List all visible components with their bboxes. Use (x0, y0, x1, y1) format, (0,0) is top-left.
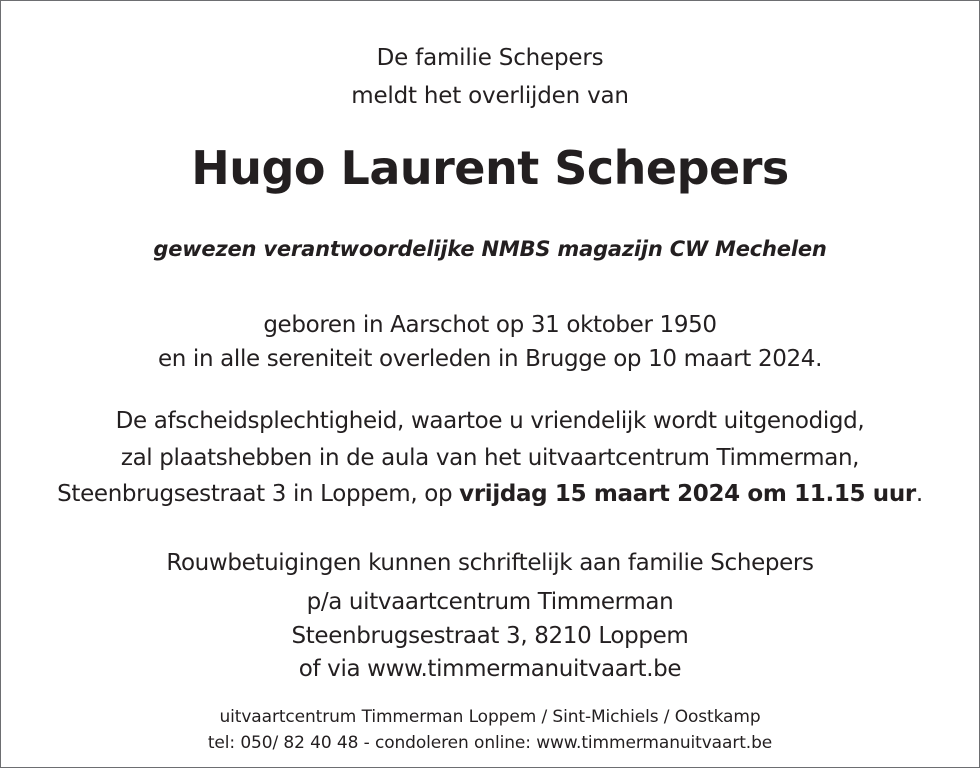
former-function: gewezen verantwoordelijke NMBS magazijn CW Mechelen (153, 237, 827, 261)
ceremony-location: Steenbrugsestraat 3 in Loppem, op (57, 481, 460, 507)
footer-locations: uitvaartcentrum Timmerman Loppem / Sint-Michiels / Oostkamp (219, 707, 761, 727)
intro-announce-line: meldt het overlijden van (351, 83, 629, 109)
condolences-line-1: Rouwbetuigingen kunnen schriftelijk aan familie Schepers (166, 550, 814, 576)
ceremony-datetime: vrijdag 15 maart 2024 om 11.15 uur (459, 481, 916, 507)
condolences-line-4: of via www.timmermanuitvaart.be (298, 656, 682, 682)
ceremony-line-3 (1, 481, 979, 507)
birth-line: geboren in Aarschot op 31 oktober 1950 (263, 312, 717, 338)
ceremony-line-2: zal plaatshebben in de aula van het uitvaartcentrum Timmerman, (120, 445, 860, 471)
condolences-line-3: Steenbrugsestraat 3, 8210 Loppem (291, 623, 689, 649)
deceased-name: Hugo Laurent Schepers (191, 141, 789, 195)
footer-contact: tel: 050/ 82 40 48 - condoleren online: www.timmermanuitvaart.be (207, 733, 773, 753)
death-line: en in alle sereniteit overleden in Brugge op 10 maart 2024. (157, 346, 823, 372)
condolences-line-2: p/a uitvaartcentrum Timmerman (306, 589, 674, 615)
intro-family-line: De familie Schepers (376, 45, 604, 71)
ceremony-period: . (915, 481, 923, 507)
ceremony-line-1: De afscheidsplechtigheid, waartoe u vriendelijk wordt uitgenodigd, (115, 408, 865, 434)
